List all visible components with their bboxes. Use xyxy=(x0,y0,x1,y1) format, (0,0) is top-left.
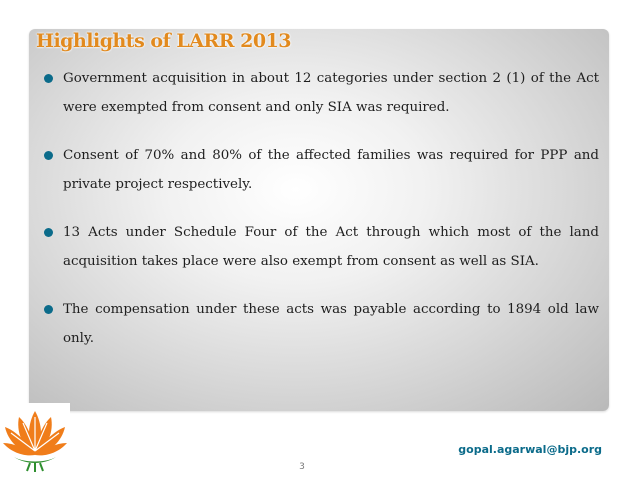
slide-title: Highlights of LARR 2013 xyxy=(36,30,292,52)
bullet-text: Consent of 70% and 80% of the affected families was required for PPP and private project respectively. xyxy=(63,148,599,192)
bullet-dot-icon xyxy=(44,228,53,237)
bullet-text: 13 Acts under Schedule Four of the Act through which most of the land acquisition takes place were also exempt from consent as well as SIA. xyxy=(63,225,599,269)
bullet-dot-icon xyxy=(44,305,53,314)
bullet-list xyxy=(42,64,599,372)
bullet-item xyxy=(42,141,599,199)
bullet-item xyxy=(42,218,599,276)
bullet-item xyxy=(42,64,599,122)
page-number: 3 xyxy=(299,462,305,472)
bullet-item xyxy=(42,295,599,353)
bullet-text: The compensation under these acts was payable according to 1894 old law only. xyxy=(63,302,599,346)
bullet-text: Government acquisition in about 12 categories under section 2 (1) of the Act were exempted from consent and only SIA was required. xyxy=(63,71,599,115)
footer-email: gopal.agarwal@bjp.org xyxy=(458,443,602,456)
bullet-dot-icon xyxy=(44,74,53,83)
lotus-logo-icon xyxy=(0,403,70,477)
bullet-dot-icon xyxy=(44,151,53,160)
